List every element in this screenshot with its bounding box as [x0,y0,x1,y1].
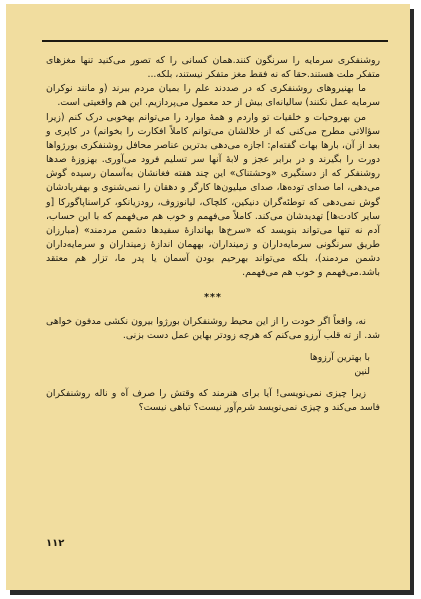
page-number: ۱۱۲ [46,538,65,549]
text-column [46,54,380,416]
paragraph: من بهروحیات و خلقیات تو واردم و همهٔ موارد را می‌توانم بهخوبی درک کنم (زیرا سؤالاتی مطرح می‌کنی که از خلالشان می‌توانم کاملاً افکارت را بخوانم) در کاپری و بعد از آن، بارها بهات گفته‌ام: اجازه می‌دهی بدترین عناصر محافل روشنفکری بورژواها دورت را بگیرند و در برابر عجز و لابهٔ آنها سر تسلیم فرود می‌آوری. بهزوزهٔ صدها روشنفکر که از دستگیری «وحشتناک» این چند هفته فغانشان به‌آسمان رسیده گوش می‌دهی، اما صدای توده‌ها، صدای میلیون‌ها کارگر و دهقان را نمی‌شنوی و بهفریادشان گوش نمی‌دهی که توطئه‌گران دنیکین، کلچاک، لیانوزوف، رودزیانکو، کراسناپاگورکا [و سایر کادت‌ها] تهدیدشان می‌کند. کاملاً می‌فهمم و خوب هم می‌فهمم که با این حساب، آدم نه تنها می‌تواند بنویسد که «سرخ‌ها بهاندازهٔ سفیدها دشمن مردمند» (مبارزان طریق سرنگونی سرمایه‌داران و زمینداران، بههمان اندازهٔ زمینداران و سرمایه‌داران دشمن مردمند)، بلکه می‌تواند بهرحیم بودن آسمان یا پدر ما، تزار هم معتقد باشد.می‌فهمم و خوب هم می‌فهمم. [46,111,380,279]
paragraph: زیرا چیزی نمی‌نویسی! آیا برای هنرمند که وقتش را صرف آه و ناله روشنفکران فاسد می‌کند و چیزی نمی‌نویسد شرم‌آور نیست؟ تباهی نیست؟ [46,388,380,414]
top-rule [42,40,388,42]
section-separator: *** [204,291,222,303]
paragraph: ما بهنیروهای روشنفکری که در صددند علم را بمیان مردم ببرند (و مانند نوکران سرمایه عمل نکنند) سالیانه‌ای بیش از حد معمول می‌پردازیم. این هم واقعیتی است. [46,83,380,109]
book-page [6,4,410,590]
paragraph: نه، واقعاً اگر خودت را از این محیط روشنفکران بورژوا بیرون نکشی مدفون خواهی شد. از ته قلب آرزو می‌کنم که هرچه زودتر بهاین عمل دست بزنی. [46,315,380,341]
signature-name: لنین [354,366,370,378]
paragraph: روشنفکری سرمایه را سرنگون کنند.همان کسانی را که تصور می‌کنید تنها مغزهای متفکر ملت هستند.حقا که نه فقط مغز متفکر نیستند، بلکه... [46,55,380,81]
signature-block [46,351,380,379]
signature-closing: با بهترین آرزوها [309,351,370,363]
